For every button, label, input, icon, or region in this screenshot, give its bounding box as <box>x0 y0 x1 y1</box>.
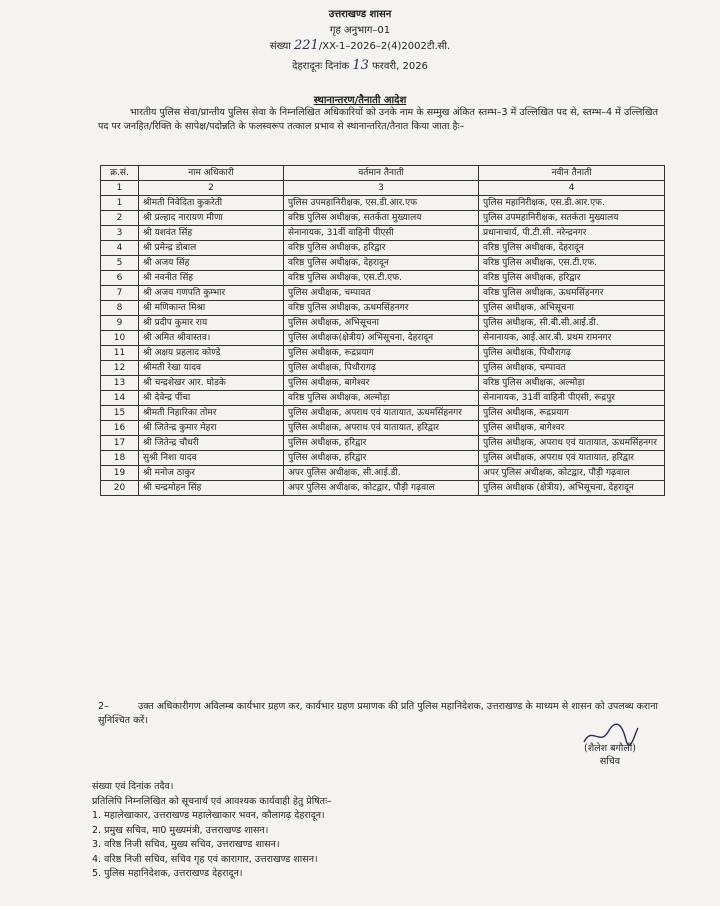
cell-new: पुलिस अधीक्षक, रूद्रप्रयाग <box>479 406 665 421</box>
table-row <box>101 286 665 301</box>
cell-current: पुलिस अधीक्षक, अपराध एवं यातायात, हरिद्वार <box>284 421 479 436</box>
colnum-1: 1 <box>101 181 139 196</box>
colnum-4: 4 <box>479 181 665 196</box>
colnum-3: 3 <box>284 181 479 196</box>
signatory-designation: सचिव <box>599 756 621 767</box>
cell-name: श्री जितेन्द्र चौधरी <box>139 436 284 451</box>
paragraph-2-number: 2– <box>98 701 109 712</box>
paragraph-2-text: उक्त अधिकारीगण अविलम्ब कार्यभार ग्रहण कर, कार्यभार ग्रहण प्रमाणक की प्रति पुलिस महानिदेशक, उत्तराखण्ड के माध्यम से शासन को उपलब्ध कराना सुनिश्चित करें। <box>98 701 658 726</box>
cell-sn: 20 <box>101 481 139 496</box>
cell-new: पुलिस अधीक्षक, अपराध एवं यातायात, हरिद्वार <box>479 451 665 466</box>
table-header-row <box>101 166 665 181</box>
cell-new: पुलिस अधीक्षक, अपराध एवं यातायात, ऊधमसिंहनगर <box>479 436 665 451</box>
cell-name: श्री यशवंत सिंह <box>139 226 284 241</box>
colnum-2: 2 <box>139 181 284 196</box>
intro-paragraph: भारतीय पुलिस सेवा/प्रान्तीय पुलिस सेवा के निम्नलिखित अधिकारियों को उनके नाम के सम्मुख अंकित स्तम्भ–3 में उल्लिखित पद से, स्तम्भ–4 में उल्लिखित पद पर जनहित/रिक्ति के सापेक्ष/पदोन्नति के फलस्वरूप तत्काल प्रभाव से स्थानान्तरित/तैनात किया जाता हैः– <box>98 107 658 132</box>
header-name: नाम अधिकारी <box>139 166 284 181</box>
cell-name: श्री प्रदीप कुमार राय <box>139 316 284 331</box>
cell-new: वरिष्ठ पुलिस अधीक्षक, हरिद्वार <box>479 271 665 286</box>
cell-sn: 8 <box>101 301 139 316</box>
table-row <box>101 361 665 376</box>
cell-current: अपर पुलिस अधीक्षक, कोटद्वार, पौड़ी गढ़वाल <box>284 481 479 496</box>
table-row <box>101 226 665 241</box>
cell-sn: 13 <box>101 376 139 391</box>
cell-name: श्री चन्द्रमोहन सिंह <box>139 481 284 496</box>
cell-current: वरिष्ठ पुलिस अधीक्षक, हरिद्वार <box>284 241 479 256</box>
department-line: गृह अनुभाग–01 <box>329 25 391 36</box>
recipient-item: 4. वरिष्ठ निजी सचिव, सचिव गृह एवं कारागार, उत्तराखण्ड शासन। <box>92 853 318 865</box>
cell-new: सेनानायक, आई.आर.बी. प्रथम रामनगर <box>479 331 665 346</box>
cell-name: श्री अजय सिंह <box>139 256 284 271</box>
cell-sn: 9 <box>101 316 139 331</box>
table-row <box>101 331 665 346</box>
table-row <box>101 376 665 391</box>
cell-sn: 19 <box>101 466 139 481</box>
cell-name: श्री अक्षय प्रहलाद कोण्डे <box>139 346 284 361</box>
cell-new: वरिष्ठ पुलिस अधीक्षक, एस.टी.एफ. <box>479 256 665 271</box>
table-colnum-row <box>101 181 665 196</box>
cell-current: पुलिस अधीक्षक(क्षेत्रीय) अभिसूचना, देहरादून <box>284 331 479 346</box>
cell-sn: 1 <box>101 196 139 211</box>
cell-sn: 16 <box>101 421 139 436</box>
cell-new: सेनानायक, 31वीं वाहिनी पीएसी, रूद्रपुर <box>479 391 665 406</box>
cell-sn: 2 <box>101 211 139 226</box>
table-row <box>101 256 665 271</box>
number-prefix: संख्या <box>269 41 291 52</box>
cell-current: पुलिस अधीक्षक, बागेश्वर <box>284 376 479 391</box>
cell-current: पुलिस अधीक्षक, हरिद्वार <box>284 451 479 466</box>
cell-new: पुलिस अधीक्षक, पिथौरागढ़ <box>479 346 665 361</box>
copy-to-section <box>92 780 652 882</box>
cell-new: वरिष्ठ पुलिस अधीक्षक, अल्मोड़ा <box>479 376 665 391</box>
cell-current: पुलिस अधीक्षक, पिथौरागढ़ <box>284 361 479 376</box>
cell-new: पुलिस अधीक्षक, चम्पावत <box>479 361 665 376</box>
cell-current: पुलिस उपमहानिरीक्षक, एस.डी.आर.एफ <box>284 196 479 211</box>
paragraph-2 <box>98 700 658 728</box>
table-row <box>101 316 665 331</box>
cell-new: वरिष्ठ पुलिस अधीक्षक, देहरादून <box>479 241 665 256</box>
number-suffix: /XX-1–2026–2(4)2002टी.सी. <box>318 41 451 52</box>
table-row <box>101 346 665 361</box>
cell-new: पुलिस अधीक्षक, सी.बी.सी.आई.डी. <box>479 316 665 331</box>
cell-current: अपर पुलिस अधीक्षक, सी.आई.डी. <box>284 466 479 481</box>
recipient-item: 1. महालेखाकार, उत्तराखण्ड महालेखाकार भवन, कौलागढ़ देहरादून। <box>92 810 325 821</box>
cell-new: पुलिस अधीक्षक (क्षेत्रीय), अभिसूचना, देहरादून <box>479 481 665 496</box>
transfer-table <box>100 165 665 496</box>
date-suffix: फरवरी, 2026 <box>372 61 428 72</box>
table-row <box>101 436 665 451</box>
cell-name: श्री अजय गणपति कुम्भार <box>139 286 284 301</box>
table-row <box>101 391 665 406</box>
footer-heading: संख्या एवं दिनांक तदैव। <box>92 781 174 792</box>
table-row <box>101 196 665 211</box>
cell-new: पुलिस अधीक्षक, बागेश्वर <box>479 421 665 436</box>
cell-new: प्रधानाचार्य, पी.टी.सी. नरेन्द्रनगर <box>479 226 665 241</box>
cell-name: श्री मनोज ठाकुर <box>139 466 284 481</box>
copy-intro: प्रतिलिपि निम्नलिखित को सूचनार्थ एवं आवश्यक कार्यवाही हेतु प्रेषितः– <box>92 795 332 807</box>
table-row <box>101 241 665 256</box>
cell-current: सेनानायक, 31वीं वाहिनी पीएसी <box>284 226 479 241</box>
cell-new: वरिष्ठ पुलिस अधीक्षक, ऊधमसिंहनगर <box>479 286 665 301</box>
table-row <box>101 406 665 421</box>
cell-sn: 10 <box>101 331 139 346</box>
cell-sn: 17 <box>101 436 139 451</box>
cell-current: वरिष्ठ पुलिस अधीक्षक, देहरादून <box>284 256 479 271</box>
table-row <box>101 481 665 496</box>
table-row <box>101 301 665 316</box>
cell-name: श्री प्रल्हाद नारायण मीणा <box>139 211 284 226</box>
cell-name: श्रीमती रेखा यादव <box>139 361 284 376</box>
cell-new: अपर पुलिस अधीक्षक, कोटद्वार, पौड़ी गढ़वाल <box>479 466 665 481</box>
cell-name: श्रीमती निहारिका तोमर <box>139 406 284 421</box>
cell-name: श्री मणिकान्त मिश्रा <box>139 301 284 316</box>
recipient-item: 3. वरिष्ठ निजी सचिव, मुख्य सचिव, उत्तराखण्ड शासन। <box>92 839 280 850</box>
cell-sn: 7 <box>101 286 139 301</box>
cell-new: पुलिस महानिरीक्षक, एस.डी.आर.एफ. <box>479 196 665 211</box>
order-title: स्थानान्तरण/तैनाती आदेश <box>313 95 407 106</box>
cell-current: पुलिस अधीक्षक, अभिसूचना <box>284 316 479 331</box>
cell-name: श्रीमती निवेदिता कुकरेती <box>139 196 284 211</box>
cell-new: पुलिस अधीक्षक, अभिसूचना <box>479 301 665 316</box>
cell-current: पुलिस अधीक्षक, चम्पावत <box>284 286 479 301</box>
cell-sn: 15 <box>101 406 139 421</box>
date-handwritten: 13 <box>352 58 369 73</box>
cell-name: श्री अमित श्रीवास्तव। <box>139 331 284 346</box>
cell-sn: 6 <box>101 271 139 286</box>
cell-name: श्री चन्द्रशेखर आर. घोडके <box>139 376 284 391</box>
cell-current: वरिष्ठ पुलिस अधीक्षक, अल्मोड़ा <box>284 391 479 406</box>
table-row <box>101 466 665 481</box>
date-prefix: देहरादूनः दिनांक <box>292 61 350 72</box>
cell-name: श्री जितेन्द्र कुमार मेहरा <box>139 421 284 436</box>
cell-name: श्री प्रमेन्द्र डोबाल <box>139 241 284 256</box>
header-new: नवीन तैनाती <box>479 166 665 181</box>
cell-name: श्री नवनीत सिंह <box>139 271 284 286</box>
table-row <box>101 451 665 466</box>
cell-name: सुश्री निशा यादव <box>139 451 284 466</box>
date-line <box>0 58 720 73</box>
cell-name: श्री देवेन्द्र पींचा <box>139 391 284 406</box>
cell-sn: 3 <box>101 226 139 241</box>
cell-sn: 4 <box>101 241 139 256</box>
cell-current: पुलिस अधीक्षक, हरिद्वार <box>284 436 479 451</box>
cell-current: पुलिस अधीक्षक, अपराध एवं यातायात, ऊधमसिंहनगर <box>284 406 479 421</box>
cell-current: वरिष्ठ पुलिस अधीक्षक, ऊधमसिंहनगर <box>284 301 479 316</box>
cell-current: पुलिस अधीक्षक, रूद्रप्रयाग <box>284 346 479 361</box>
cell-current: वरिष्ठ पुलिस अधीक्षक, सतर्कता मुख्यालय <box>284 211 479 226</box>
recipient-item: 2. प्रमुख सचिव, मा0 मुख्यमंत्री, उत्तराखण्ड शासन। <box>92 824 269 836</box>
government-heading: उत्तराखण्ड शासन <box>328 9 392 20</box>
header-sn: क्र.सं. <box>101 166 139 181</box>
signatory-name: (शैलेश बगौली) <box>584 743 636 754</box>
cell-sn: 14 <box>101 391 139 406</box>
cell-new: पुलिस उपमहानिरीक्षक, सतर्कता मुख्यालय <box>479 211 665 226</box>
cell-sn: 12 <box>101 361 139 376</box>
cell-sn: 18 <box>101 451 139 466</box>
number-handwritten: 221 <box>294 38 319 53</box>
table-row <box>101 421 665 436</box>
header-current: वर्तमान तैनाती <box>284 166 479 181</box>
recipient-item: 5. पुलिस महानिदेशक, उत्तराखण्ड देहरादून। <box>92 868 243 879</box>
cell-sn: 11 <box>101 346 139 361</box>
signature-block <box>560 742 660 768</box>
cell-current: वरिष्ठ पुलिस अधीक्षक, एस.टी.एफ. <box>284 271 479 286</box>
table-row <box>101 211 665 226</box>
table-row <box>101 271 665 286</box>
cell-sn: 5 <box>101 256 139 271</box>
order-number-line <box>0 38 720 53</box>
